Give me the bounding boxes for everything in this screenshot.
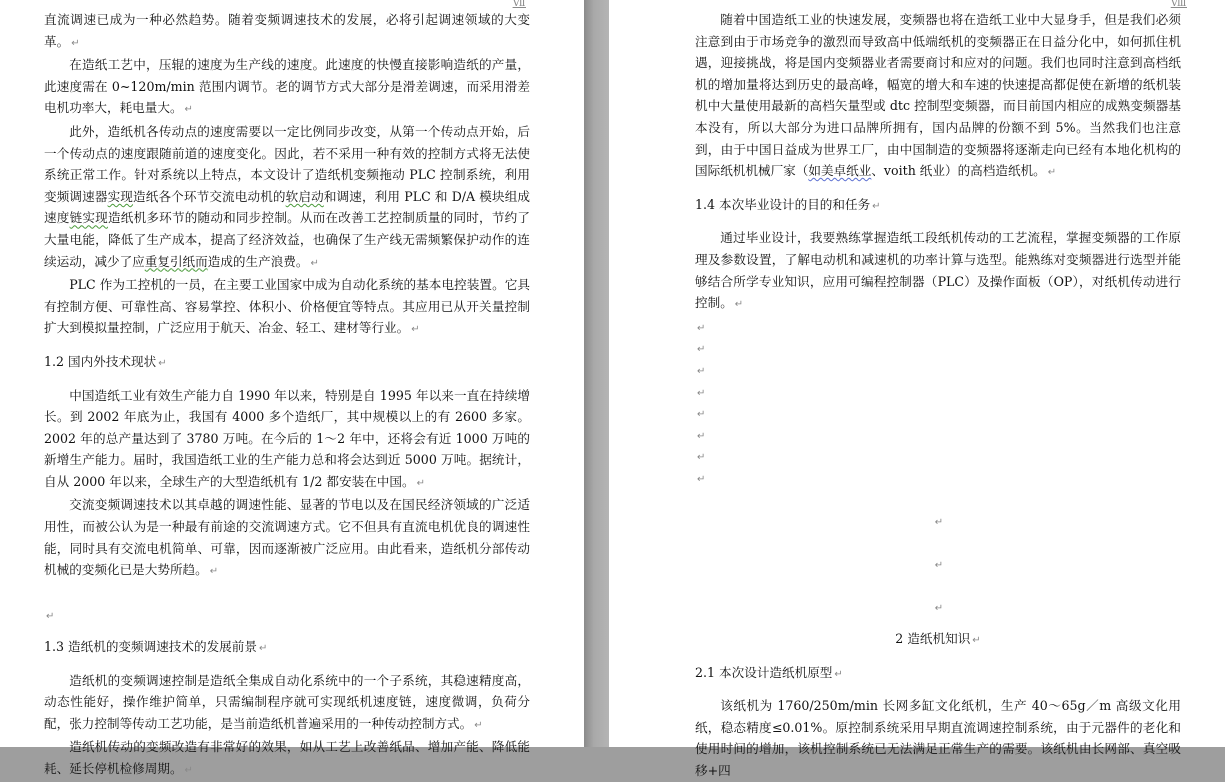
heading-text: 1.2 国内外技术现状 xyxy=(44,353,157,369)
paragraph-2 xyxy=(44,54,530,121)
paragraph-mark-icon: ↵ xyxy=(934,560,944,572)
paragraph-text: 交流变频调速技术以其卓越的调速性能、显著的节电以及在国民经济领域的广泛适用性，而被公认为是一种最有前途的交流调速方式。它不但具有直流电机优良的调速性能，同时具有交流电机简单、可靠，因而逐渐被广泛应用。由此看来，造纸机分部传动机械的变频化已是大势所趋。 xyxy=(44,497,530,578)
spacer xyxy=(695,532,1181,554)
paragraph-mark-icon: ↵ xyxy=(834,668,843,680)
empty-paragraph-centered xyxy=(695,510,1181,532)
paragraph-mark-icon: ↵ xyxy=(184,765,193,776)
empty-paragraph xyxy=(695,424,1181,446)
paragraph-text: 此外，造纸机各传动点的速度需要以一定比例同步改变，从第一个传动点开始，后一个传动点的速度跟随前道的速度变化。因此，若不采用一种有效的控制方式将无法使系统正常工作。针对系统以上特点，本文设计了造纸机变频拖动 PLC 控制系统，利用变频调速器 xyxy=(44,123,530,204)
paragraph-mark-icon: ↵ xyxy=(734,299,744,311)
left-page-body xyxy=(44,9,530,782)
paragraph-8 xyxy=(44,736,530,781)
grammar-underline: 软启动 xyxy=(285,188,324,204)
section-heading-2-1 xyxy=(695,662,1181,686)
paragraph-mark-icon: ↵ xyxy=(697,322,706,334)
paragraph-6 xyxy=(44,494,530,582)
paragraph-mark-icon: ↵ xyxy=(697,409,706,421)
heading-text: 2 造纸机知识 xyxy=(895,631,971,647)
paragraph-mark-icon: ↵ xyxy=(411,324,420,336)
paragraph-mark-icon: ↵ xyxy=(697,387,706,399)
page-gap xyxy=(584,0,609,747)
paragraph-7 xyxy=(44,670,530,737)
empty-paragraph xyxy=(695,467,1181,489)
grammar-underline: 链实现 xyxy=(69,210,108,226)
paragraph-mark-icon: ↵ xyxy=(209,566,219,578)
paragraph-mark-icon: ↵ xyxy=(697,365,706,377)
paragraph-text: 在造纸工艺中，压辊的速度为生产线的速度。此速度的快慢直接影响造纸的产量，此速度需在 0~120m/min 范围内调节。老的调节方式大部分是滑差调速，而采用滑差电机功率大，耗电量大。 xyxy=(44,57,530,116)
paragraph-4 xyxy=(44,274,530,341)
page-number-right: Ⅷ xyxy=(1170,0,1187,9)
paragraph-mark-icon: ↵ xyxy=(697,452,706,464)
paragraph-text: 随着中国造纸工业的快速发展，变频器也将在造纸工业中大显身手，但是我们必须注意到由于市场竞争的激烈而导致高中低端纸机的变频器正在日益分化中，如何抓住机遇，迎接挑战，将是国内变频器业者需要商讨和应对的问题。我们也同时注意到高档纸机的增加量将达到历史的最高峰，幅宽的增大和车速的快速提高都促使在新增的纸机装机中大量使用最新的高档矢量型或 dtc 控制型变频器，而目前国内相应的成熟变频器基本没有，所以大部分为进口品牌所拥有，国内品牌的份额不到 5%。当然我们也注意到，由于中国日益成为世界工厂，由中国制造的变频器将逐渐走向已经有本地化机构的国际纸机机械厂家（ xyxy=(695,12,1181,179)
paragraph-mark-icon: ↵ xyxy=(158,357,167,369)
paragraph-1 xyxy=(44,9,530,54)
paragraph-text: 和调速，利用 PLC 和 D/A 模块组成速度 xyxy=(44,188,531,226)
paragraph-5 xyxy=(44,385,530,495)
heading-text: 1.4 本次毕业设计的目的和任务 xyxy=(695,196,871,212)
paragraph-mark-icon: ↵ xyxy=(46,611,55,623)
paragraph-mark-icon: ↵ xyxy=(934,603,944,615)
paragraph-text: 、voith 纸业）的高档造纸机。 xyxy=(871,163,1046,179)
empty-paragraph xyxy=(44,604,530,626)
grammar-underline: 实现 xyxy=(107,188,134,204)
paragraph-text: 造成的生产浪费。 xyxy=(207,253,309,269)
spacer xyxy=(695,488,1181,510)
paragraph-text: 造纸机多环节的随动和同步控制。从而在改善工艺控制质量的同时，节约了大量电能，降低了生产成本，提高了经济效益，也确保了生产线无需频繁保护动作的连续运动，减少了应 xyxy=(44,210,531,269)
paragraph-mark-icon: ↵ xyxy=(934,517,944,529)
paragraph-mark-icon: ↵ xyxy=(1047,167,1057,179)
empty-paragraph-centered xyxy=(695,596,1181,618)
document-page-left xyxy=(0,0,584,776)
paragraph-text: PLC 作为工控机的一员，在主要工业国家中成为自动化系统的基本电控装置。它具有控制方便、可靠性高、容易掌控、体积小、价格便宜等特点。其应用已从开关量控制扩大到模拟量控制，广泛应用于航天、冶金、轻工、建材等行业。 xyxy=(44,277,530,336)
paragraph-10 xyxy=(695,227,1181,315)
chapter-heading-2 xyxy=(695,628,1181,652)
paragraph-text: 造纸机传动的变频改造有非常好的效果，如从工艺上改善纸品、增加产能、降低能耗、延长停机检修周期。 xyxy=(44,739,530,776)
paragraph-9 xyxy=(695,9,1181,184)
section-heading-1-2 xyxy=(44,351,530,375)
empty-paragraph xyxy=(695,445,1181,467)
section-heading-1-4 xyxy=(695,194,1181,218)
paragraph-text: 造纸各个环节交流电动机的 xyxy=(133,188,286,204)
right-page-body xyxy=(695,9,1181,782)
paragraph-text: 该纸机为 1760/250m/min 长网多缸文化纸机，生产 40～65g／m 高级文化用纸，稳态精度≤0.01%。原控制系统采用早期直流调速控制系统，由于元器件的老化和使用时间的增加，该机控制系统已无法满足正常生产的需要。该纸机由长网部、真空吸移+四 xyxy=(695,698,1181,778)
paragraph-mark-icon: ↵ xyxy=(71,37,80,49)
heading-text: 1.3 造纸机的变频调速技术的发展前景 xyxy=(44,639,257,655)
paragraph-mark-icon: ↵ xyxy=(310,257,319,269)
empty-paragraph xyxy=(695,381,1181,403)
spacer xyxy=(44,583,530,605)
paragraph-text: 直流调速已成为一种必然趋势。随着变频调速技术的发展，必将引起调速领域的大变革。 xyxy=(44,12,530,49)
paragraph-text: 通过毕业设计，我要熟练掌握造纸工段纸机传动的工艺流程，掌握变频器的工作原理及参数设置，了解电动机和减速机的功率计算与选型。能熟练对变频器进行选型并能够结合所学专业知识，应用可编程控制器（PLC）及操作面板（OP），对纸机传动进行控制。 xyxy=(695,230,1181,311)
paragraph-mark-icon: ↵ xyxy=(697,473,706,485)
page-number-left: Ⅶ xyxy=(512,0,526,9)
heading-text: 2.1 本次设计造纸机原型 xyxy=(695,664,833,680)
paragraph-mark-icon: ↵ xyxy=(258,643,268,655)
spelling-underline: 如美卓纸业 xyxy=(808,163,872,179)
paragraph-mark-icon: ↵ xyxy=(872,200,881,212)
paragraph-mark-icon: ↵ xyxy=(697,430,706,442)
empty-paragraph xyxy=(695,316,1181,338)
empty-paragraph xyxy=(695,359,1181,381)
grammar-underline: 重复引纸而 xyxy=(144,253,208,269)
document-page-right xyxy=(609,0,1225,778)
paragraph-3 xyxy=(44,121,530,274)
paragraph-mark-icon: ↵ xyxy=(416,477,425,489)
spacer xyxy=(695,575,1181,597)
paragraph-mark-icon: ↵ xyxy=(697,344,706,356)
section-heading-1-3 xyxy=(44,636,530,660)
paragraph-mark-icon: ↵ xyxy=(972,635,981,647)
paragraph-11 xyxy=(695,695,1181,781)
paragraph-mark-icon: ↵ xyxy=(474,719,483,731)
empty-paragraph xyxy=(695,402,1181,424)
empty-paragraph-centered xyxy=(695,553,1181,575)
paragraph-text: 造纸机的变频调速控制是造纸全集成自动化系统中的一个子系统，其稳速精度高，动态性能好，操作维护简单，只需编制程序就可实现纸机速度链，速度微调，负荷分配，张力控制等传动工艺功能，是当前造纸机普遍采用的一种传动控制方式。 xyxy=(44,672,530,731)
paragraph-text: 中国造纸工业有效生产能力自 1990 年以来，特别是自 1995 年以来一直在持续增长。到 2002 年底为止，我国有 4000 多个造纸厂，其中规模以上的有 2600 多家。2002 年的总产量达到了 3780 万吨。在今后的 1～2 年中，还将会有近 1000 万吨的新增生产能力。届时，我国造纸工业的生产能力总和将会达到近 5000 万吨。据统计，自从 2000 年以来，全球生产的大型造纸机有 1/2 都安装在中国。 xyxy=(44,387,530,489)
paragraph-mark-icon: ↵ xyxy=(184,104,193,116)
empty-paragraph xyxy=(695,337,1181,359)
